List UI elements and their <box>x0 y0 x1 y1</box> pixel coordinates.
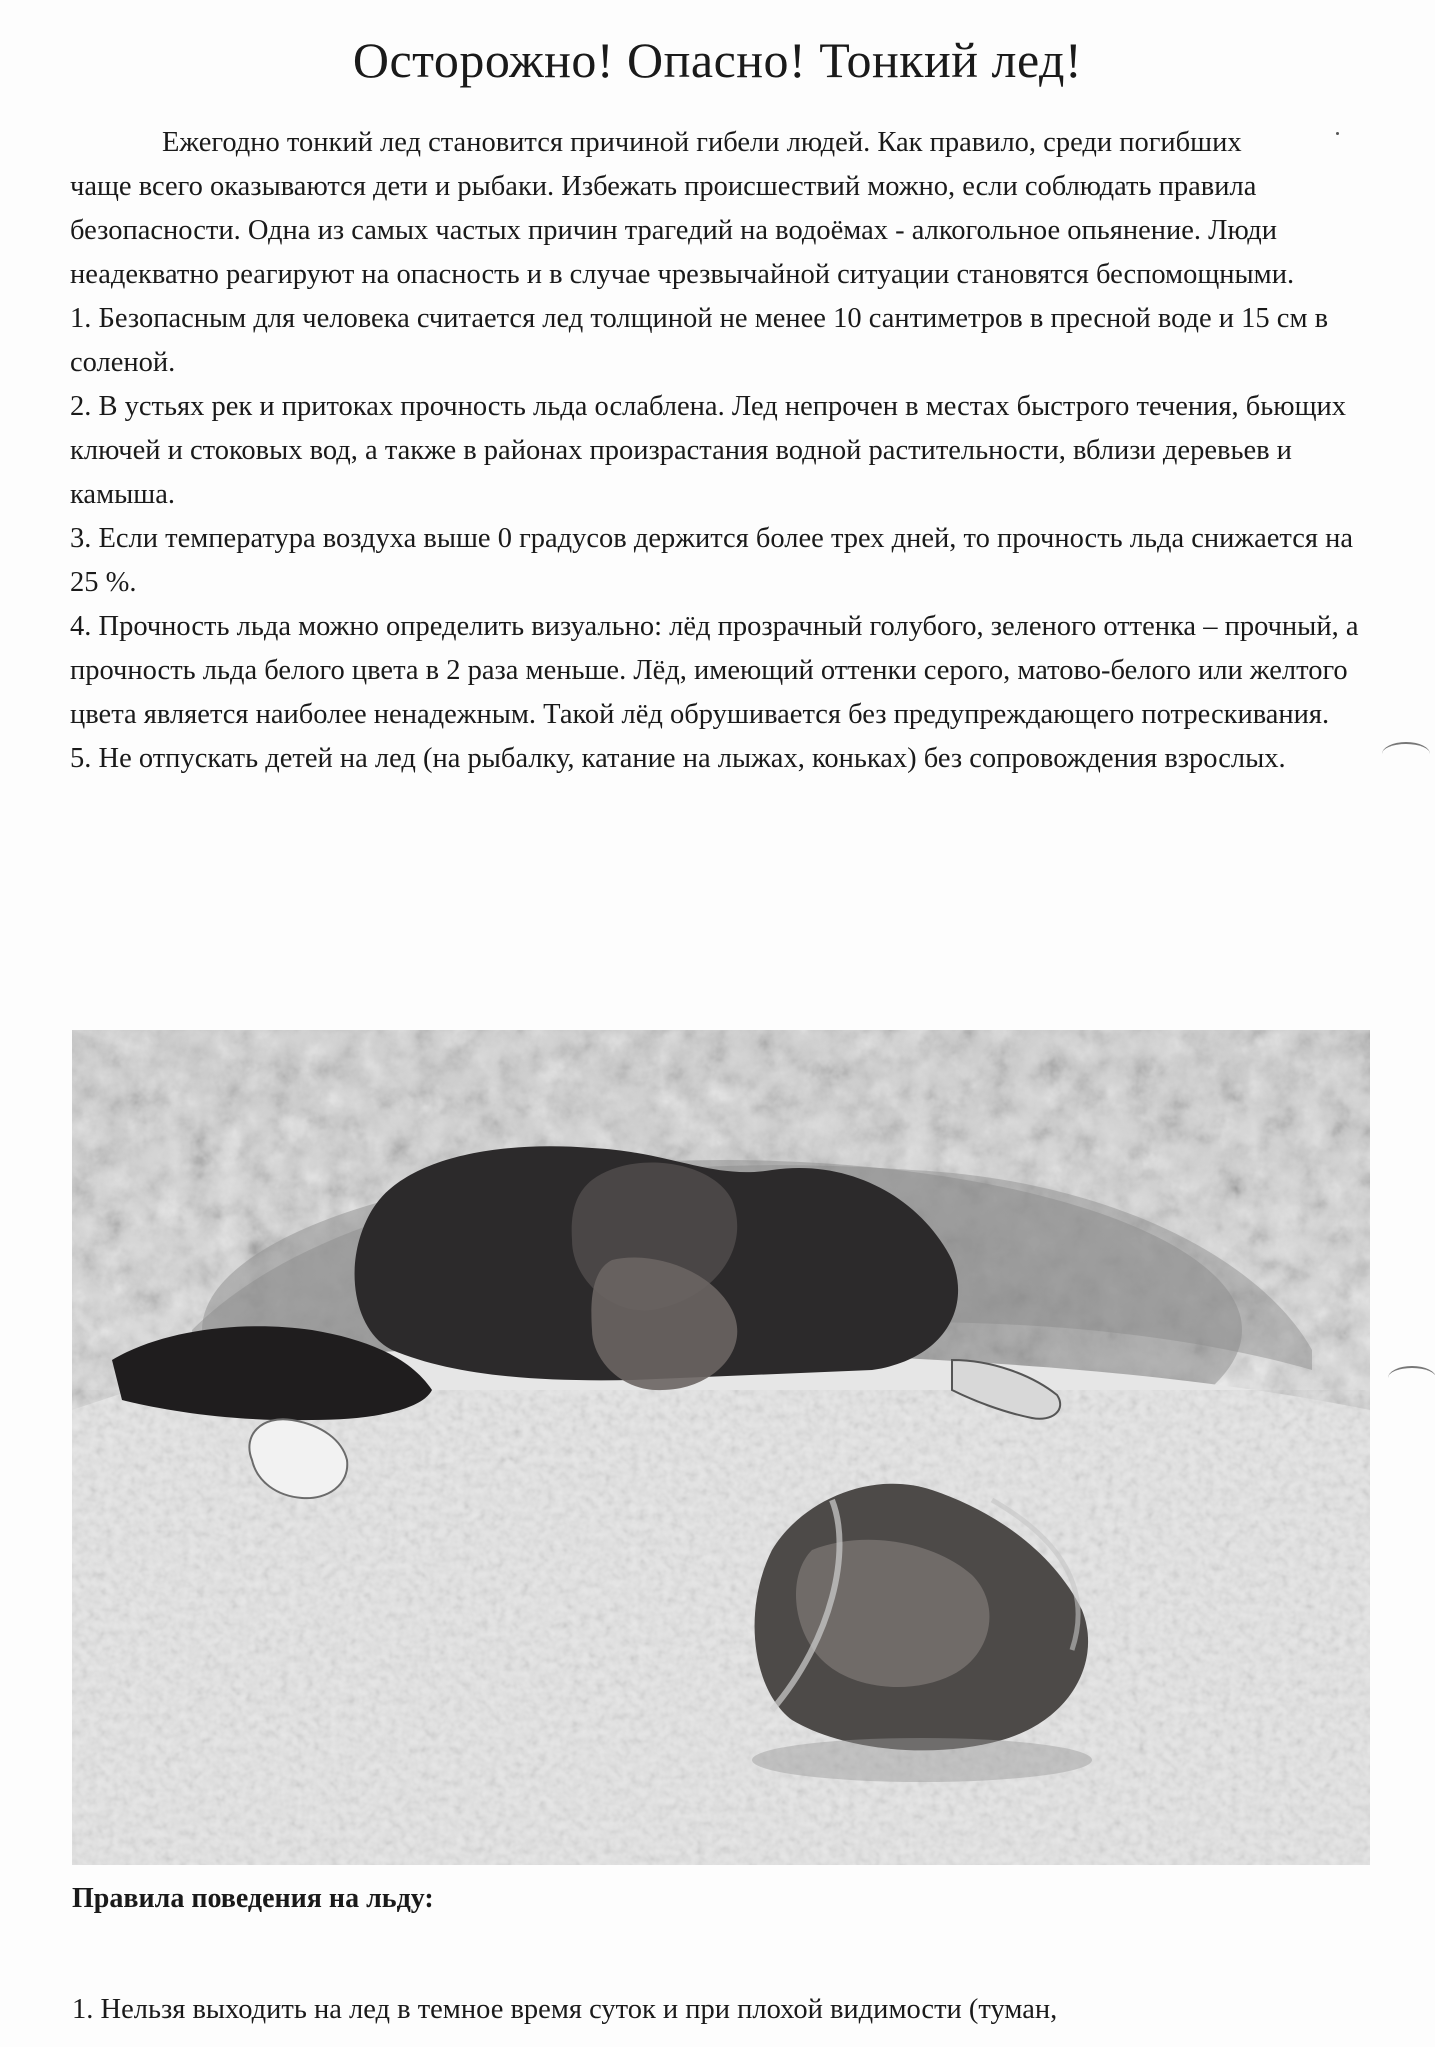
rules-heading: Правила поведения на льду: <box>72 1883 434 1914</box>
scan-margin-mark <box>1382 742 1430 766</box>
safety-point-4: 4. Прочность льда можно определить визуально: лёд прозрачный голубого, зеленого оттенка – прочный, а прочность льда белого цвета в 2 раза меньше. Лёд, имеющий оттенки серого, матово-белого или желтого цвета является наиболее ненадежным. Такой лёд обрушивается без предупреждающего потрескивания. <box>70 611 1359 730</box>
rule-item-1: 1. Нельзя выходить на лед в темное время суток и при плохой видимости (туман, <box>72 1994 1058 2025</box>
body-text <box>70 121 1370 781</box>
photo-illustration <box>72 1030 1370 1865</box>
safety-point-2: 2. В устьях рек и притоках прочность льда ослаблена. Лед непрочен в местах быстрого течения, бьющих ключей и стоковых вод, а также в районах произрастания водной растительности, вблизи деревьев и камыша. <box>70 391 1347 510</box>
scan-margin-mark <box>1388 1366 1435 1390</box>
safety-point-5: 5. Не отпускать детей на лед (на рыбалку, катание на лыжах, коньках) без сопровождения взрослых. <box>70 743 1286 774</box>
safety-point-3: 3. Если температура воздуха выше 0 градусов держится более трех дней, то прочность льда снижается на 25 %. <box>70 523 1354 598</box>
safety-point-1: 1. Безопасным для человека считается лед толщиной не менее 10 сантиметров в пресной воде и 15 см в соленой. <box>70 303 1329 378</box>
scan-speck <box>1336 132 1339 135</box>
intro-paragraph: Ежегодно тонкий лед становится причиной гибели людей. Как правило, среди погибших чаще всего оказываются дети и рыбаки. Избежать происшествий можно, если соблюдать правила безопасности. Одна из самых частых причин трагедий на водоёмах - алкогольное опьянение. Люди неадекватно реагируют на опасность и в случае чрезвычайной ситуации становятся беспомощными. <box>70 127 1295 290</box>
photo-person-fallen-through-ice <box>72 1030 1370 1865</box>
page-title: Осторожно! Опасно! Тонкий лед! <box>352 32 1083 88</box>
